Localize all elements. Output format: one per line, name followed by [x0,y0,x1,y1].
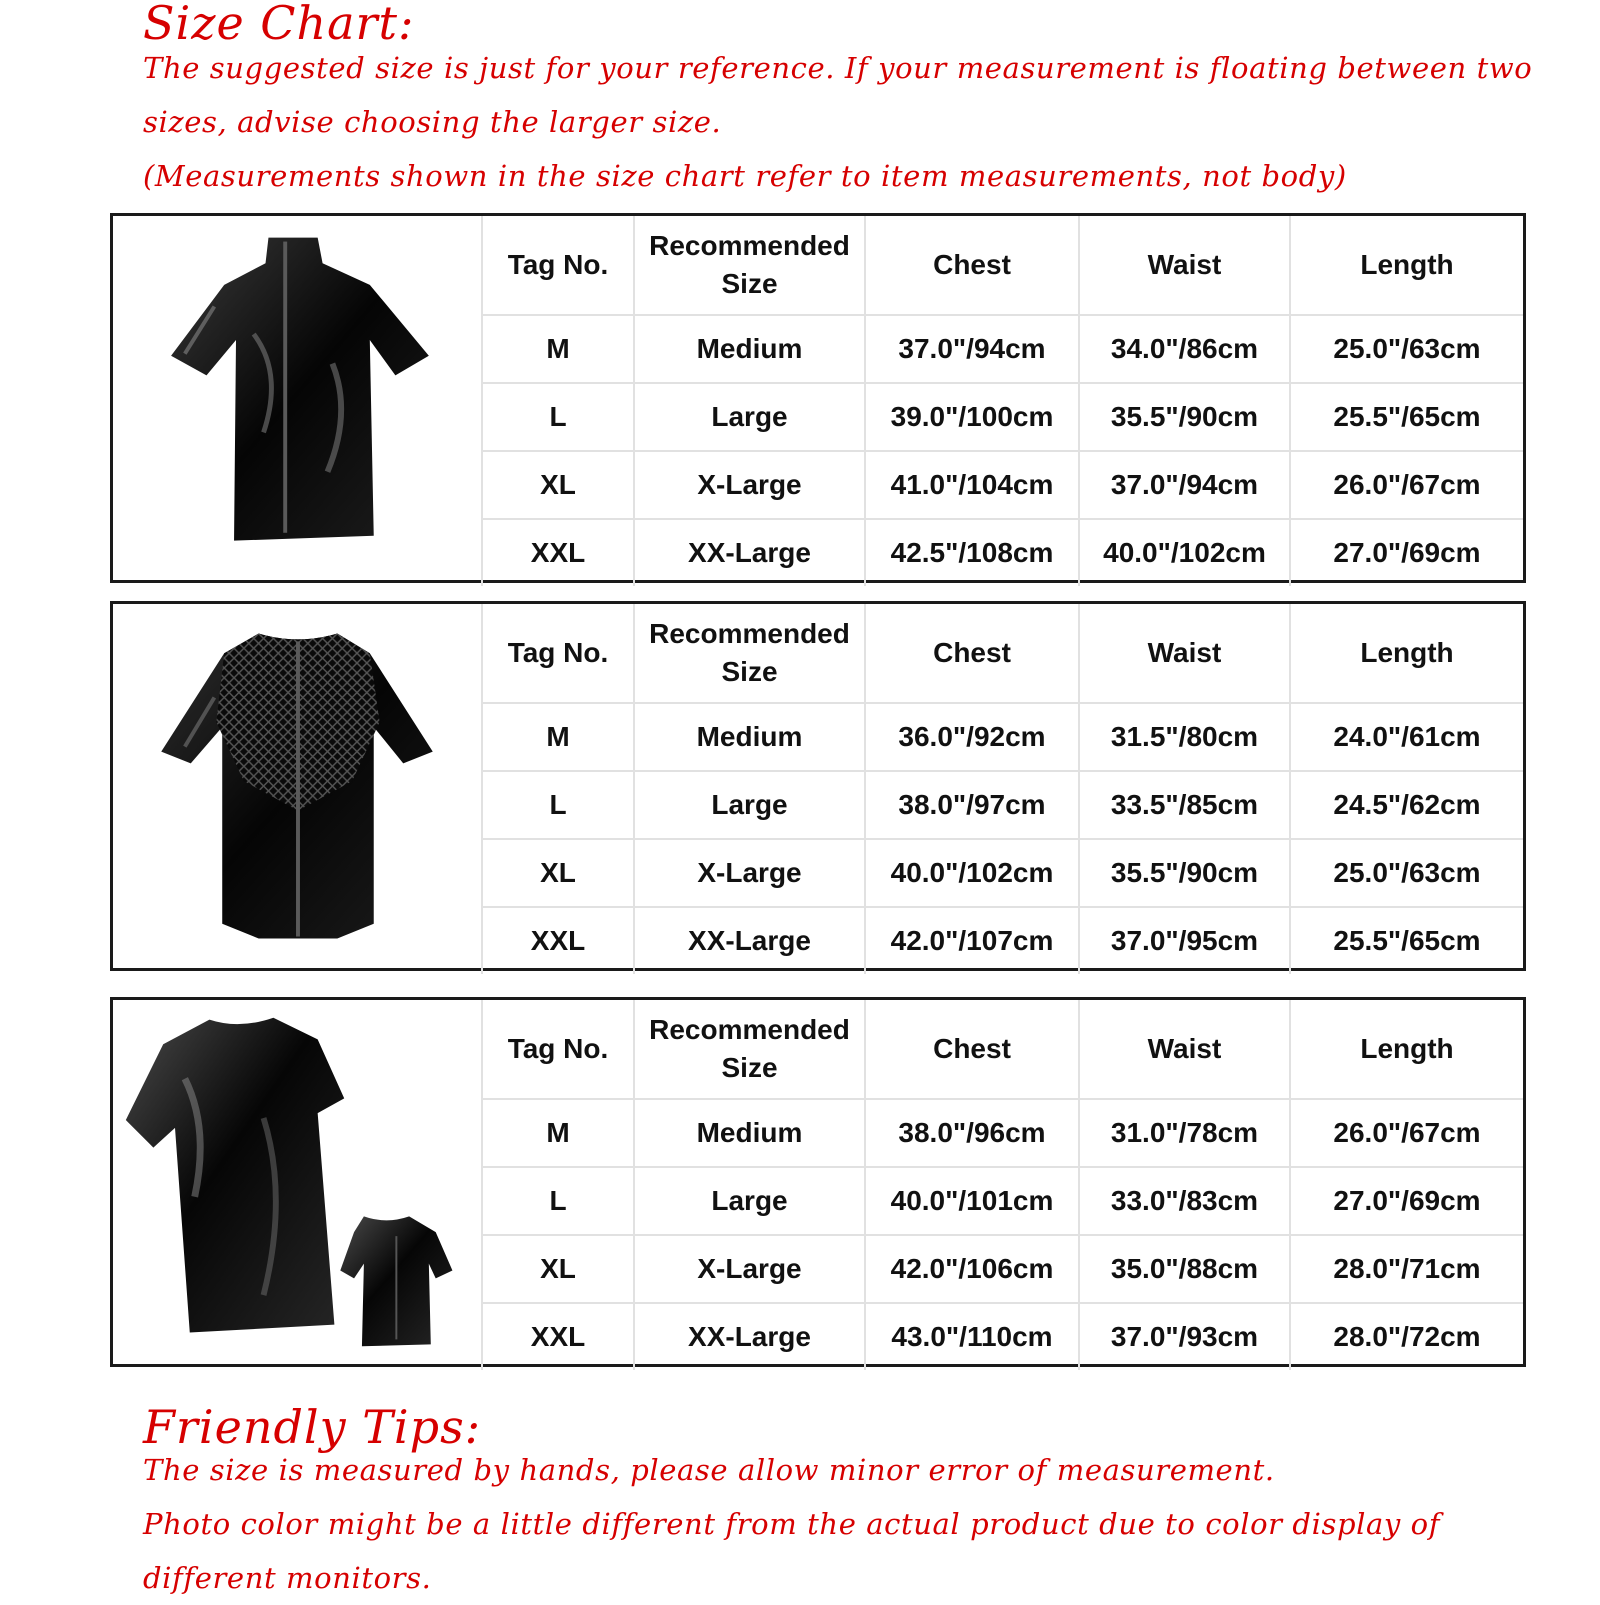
cell-chest: 42.0"/106cm [865,1235,1079,1303]
cell-chest: 40.0"/102cm [865,839,1079,907]
cell-chest: 39.0"/100cm [865,383,1079,451]
cell-length: 24.0"/61cm [1290,703,1523,771]
cell-waist: 37.0"/93cm [1079,1303,1290,1370]
cell-size: Large [634,771,865,839]
cell-size: XX-Large [634,1303,865,1370]
cell-waist: 33.0"/83cm [1079,1167,1290,1235]
cell-length: 24.5"/62cm [1290,771,1523,839]
cell-length: 28.0"/71cm [1290,1235,1523,1303]
cell-length: 26.0"/67cm [1290,451,1523,519]
cell-waist: 33.5"/85cm [1079,771,1290,839]
table-row [482,907,1523,974]
table-row [482,519,1523,586]
cell-chest: 36.0"/92cm [865,703,1079,771]
header-chest: Chest [865,1000,1079,1099]
size-note-line-2: sizes, advise choosing the larger size. [143,105,722,139]
size-table-1 [481,216,1523,586]
header-recommended-line2: Size [721,1052,778,1083]
cell-tag: L [482,771,634,839]
cell-size: Medium [634,1099,865,1167]
header-length: Length [1290,216,1523,315]
size-table-2 [481,604,1523,974]
header-tag: Tag No. [482,1000,634,1099]
cell-tag: XL [482,451,634,519]
cell-length: 27.0"/69cm [1290,519,1523,586]
cell-waist: 31.0"/78cm [1079,1099,1290,1167]
header-recommended-size [634,216,865,315]
table-row [482,839,1523,907]
cell-chest: 40.0"/101cm [865,1167,1079,1235]
cell-size: X-Large [634,451,865,519]
header-waist: Waist [1079,604,1290,703]
cell-tag: M [482,315,634,383]
cell-waist: 35.0"/88cm [1079,1235,1290,1303]
tip-line-1: The size is measured by hands, please allow minor error of measurement. [143,1453,1275,1487]
cell-length: 28.0"/72cm [1290,1303,1523,1370]
cell-size: Medium [634,315,865,383]
cell-length: 25.5"/65cm [1290,907,1523,974]
size-chart-title: Size Chart: [143,0,415,50]
cell-size: XX-Large [634,519,865,586]
tip-line-3: different monitors. [143,1561,432,1595]
shirt-photo-crew-neck-icon [113,1000,481,1364]
header-recommended-line1: Recommended [649,1014,850,1045]
cell-size: X-Large [634,839,865,907]
cell-chest: 41.0"/104cm [865,451,1079,519]
cell-tag: L [482,1167,634,1235]
shirt-photo-zip-collar-icon [113,216,481,580]
table-row [482,703,1523,771]
header-tag: Tag No. [482,604,634,703]
table-row [482,1303,1523,1370]
table-row [482,1235,1523,1303]
header-waist: Waist [1079,1000,1290,1099]
size-note-line-1: The suggested size is just for your reference. If your measurement is floating between two [143,51,1533,85]
cell-waist: 35.5"/90cm [1079,839,1290,907]
size-chart-1 [110,213,1526,583]
header-recommended-size [634,604,865,703]
cell-size: Medium [634,703,865,771]
header-recommended-line1: Recommended [649,618,850,649]
size-table-3 [481,1000,1523,1370]
cell-waist: 31.5"/80cm [1079,703,1290,771]
cell-size: X-Large [634,1235,865,1303]
table-row [482,451,1523,519]
header-length: Length [1290,604,1523,703]
table-row [482,383,1523,451]
cell-chest: 37.0"/94cm [865,315,1079,383]
header-length: Length [1290,1000,1523,1099]
header-recommended-size [634,1000,865,1099]
cell-tag: XXL [482,519,634,586]
table-header-row [482,604,1523,703]
header-recommended-line1: Recommended [649,230,850,261]
header-tag: Tag No. [482,216,634,315]
friendly-tips-title: Friendly Tips: [143,1400,482,1454]
cell-waist: 34.0"/86cm [1079,315,1290,383]
table-row [482,771,1523,839]
cell-tag: XXL [482,907,634,974]
header-waist: Waist [1079,216,1290,315]
table-row [482,1167,1523,1235]
size-chart-3 [110,997,1526,1367]
header-recommended-line2: Size [721,656,778,687]
table-row [482,315,1523,383]
cell-tag: L [482,383,634,451]
cell-tag: M [482,1099,634,1167]
cell-size: Large [634,383,865,451]
cell-chest: 38.0"/97cm [865,771,1079,839]
cell-waist: 37.0"/94cm [1079,451,1290,519]
header-chest: Chest [865,604,1079,703]
table-header-row [482,216,1523,315]
cell-chest: 42.0"/107cm [865,907,1079,974]
cell-length: 25.0"/63cm [1290,839,1523,907]
cell-chest: 43.0"/110cm [865,1303,1079,1370]
cell-waist: 35.5"/90cm [1079,383,1290,451]
header-chest: Chest [865,216,1079,315]
size-note-line-3: (Measurements shown in the size chart refer to item measurements, not body) [143,159,1347,193]
cell-length: 27.0"/69cm [1290,1167,1523,1235]
cell-tag: XL [482,1235,634,1303]
shirt-photo-mesh-panel-icon [113,604,481,968]
size-chart-2 [110,601,1526,971]
cell-tag: XL [482,839,634,907]
cell-waist: 40.0"/102cm [1079,519,1290,586]
header-recommended-line2: Size [721,268,778,299]
cell-length: 25.5"/65cm [1290,383,1523,451]
cell-size: XX-Large [634,907,865,974]
cell-size: Large [634,1167,865,1235]
cell-chest: 42.5"/108cm [865,519,1079,586]
table-row [482,1099,1523,1167]
cell-length: 25.0"/63cm [1290,315,1523,383]
cell-length: 26.0"/67cm [1290,1099,1523,1167]
cell-waist: 37.0"/95cm [1079,907,1290,974]
cell-tag: M [482,703,634,771]
table-header-row [482,1000,1523,1099]
tip-line-2: Photo color might be a little different from the actual product due to color display of [143,1507,1441,1541]
cell-tag: XXL [482,1303,634,1370]
cell-chest: 38.0"/96cm [865,1099,1079,1167]
